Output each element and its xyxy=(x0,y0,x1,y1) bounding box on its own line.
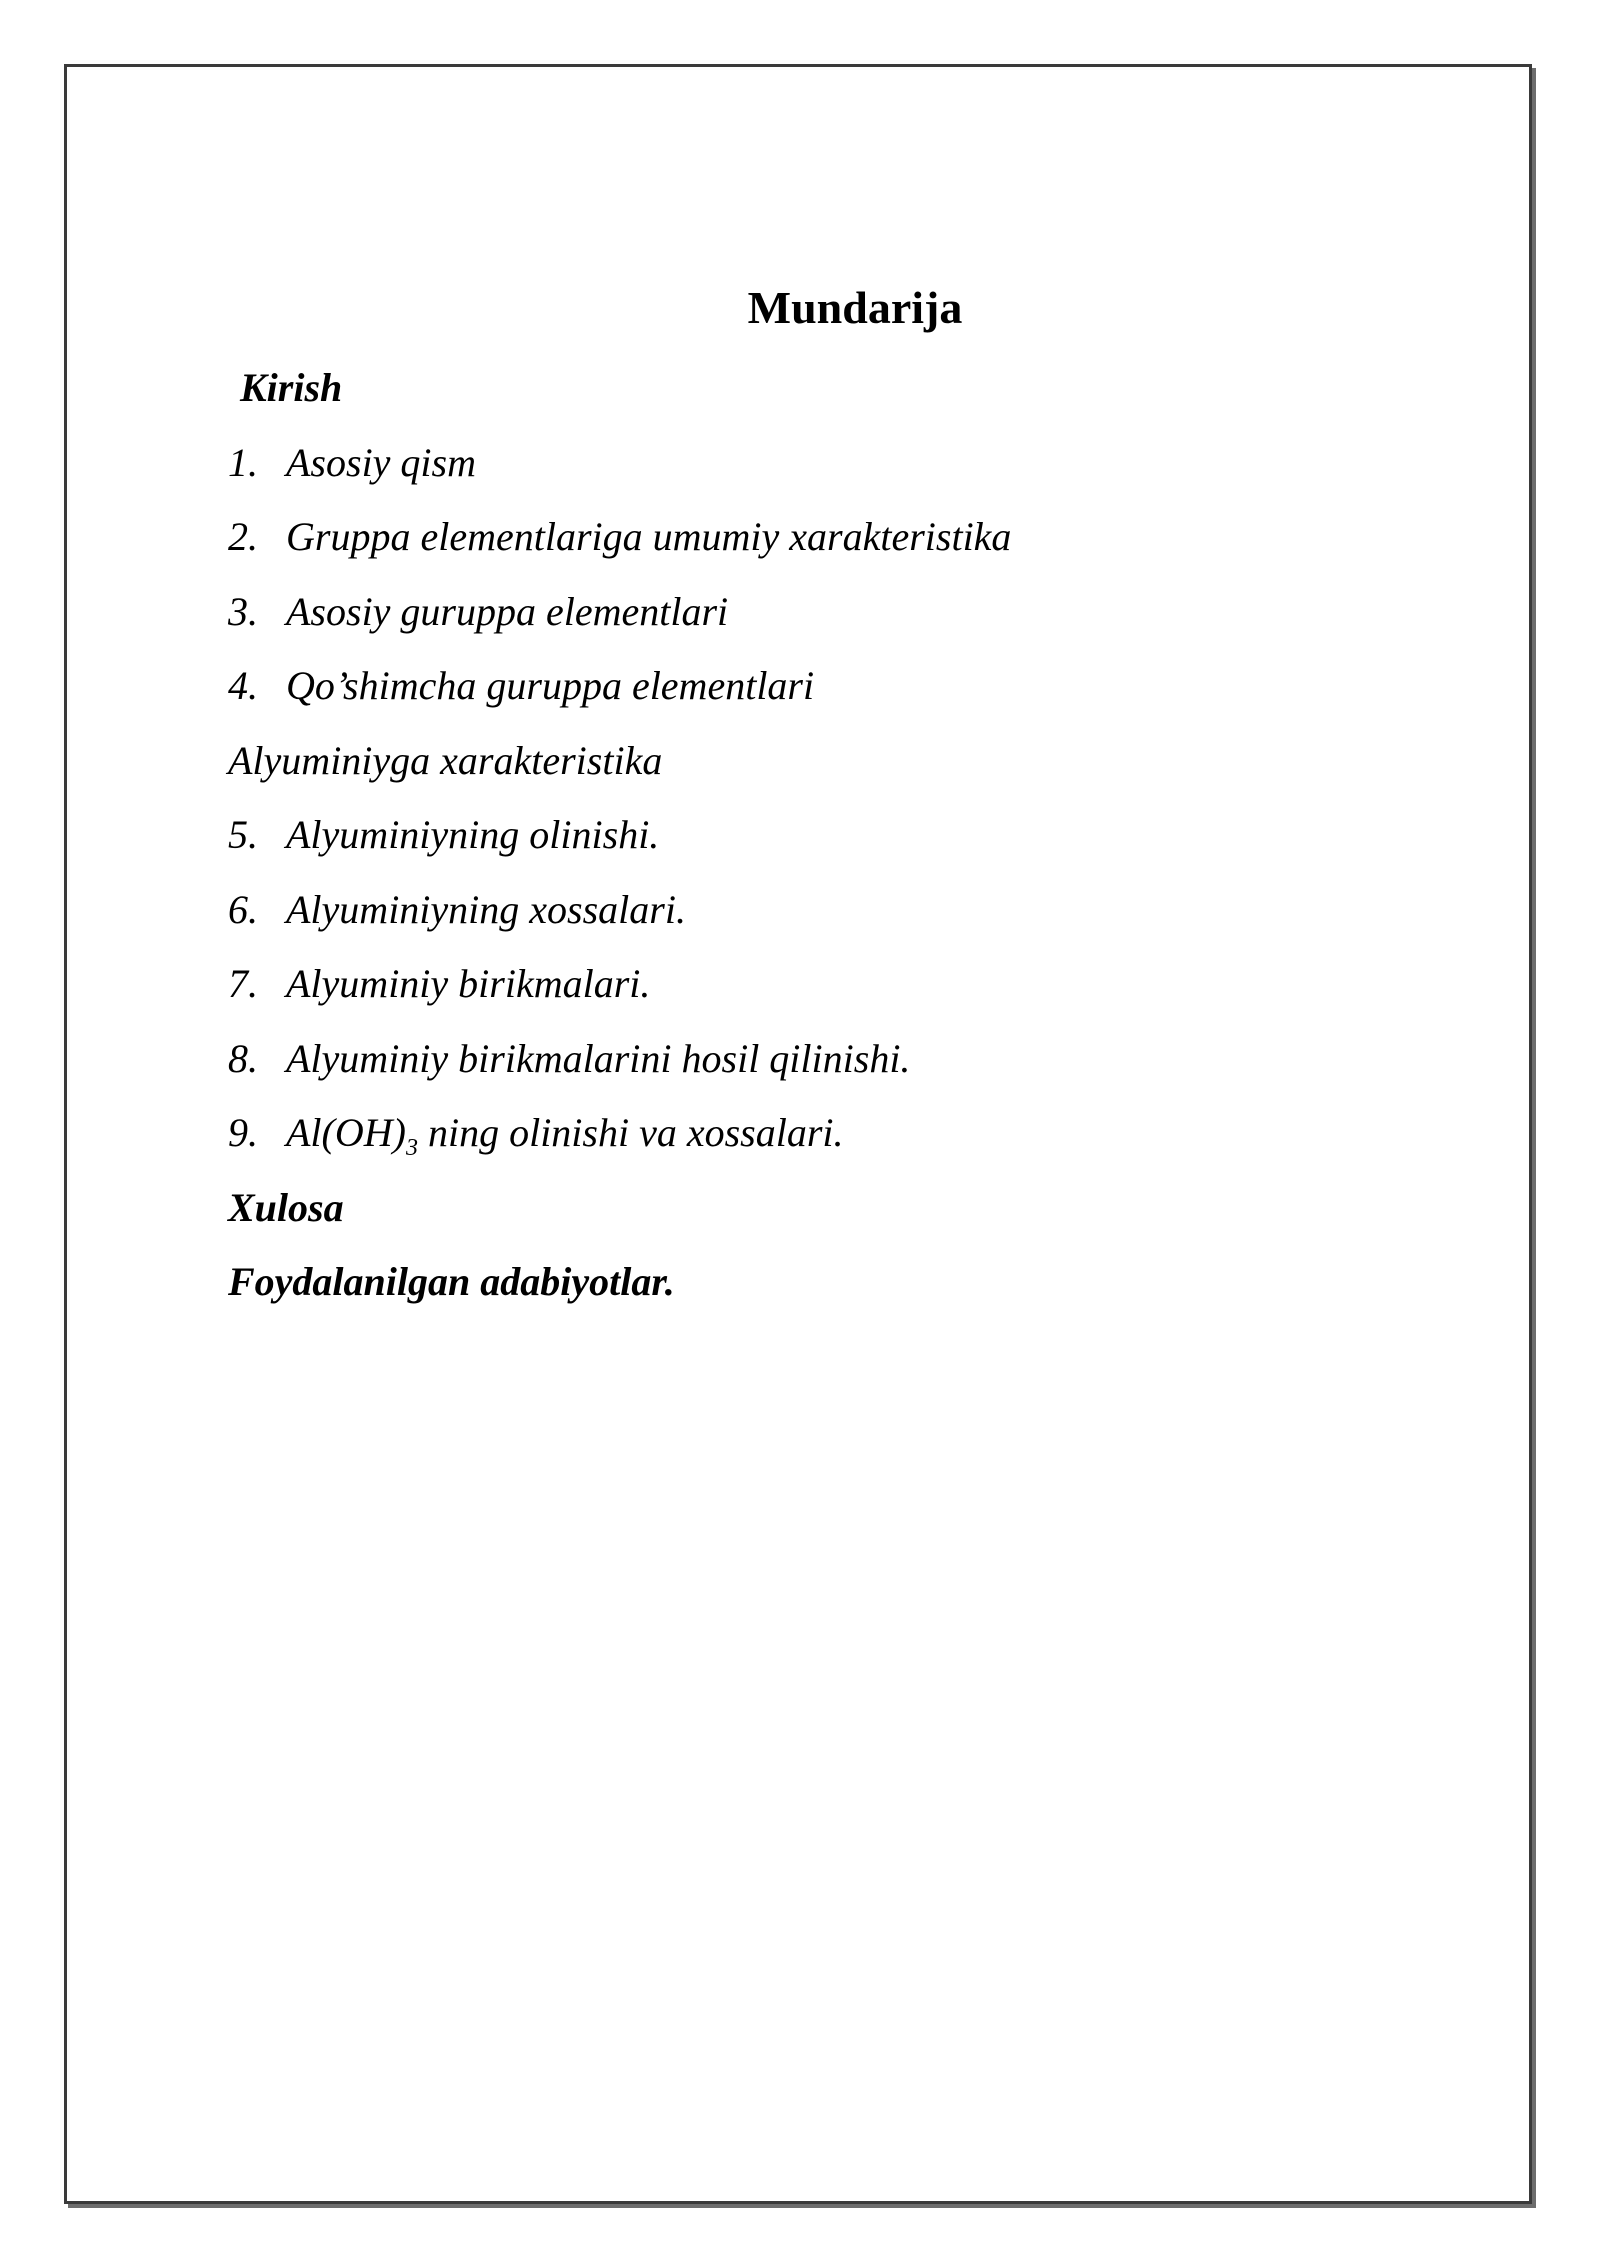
toc-entry-text-after-sub: ning olinishi va xossalari. xyxy=(417,1110,844,1155)
toc-entry-3 xyxy=(228,582,1428,657)
toc-entry-xulosa xyxy=(228,1178,1428,1253)
toc-entry-number: 3. xyxy=(228,588,258,634)
toc-entry-text: Alyuminiy birikmalari. xyxy=(286,961,651,1006)
toc-entry-2 xyxy=(228,507,1428,582)
toc-entry-text: Alyuminiy birikmalarini hosil qilinishi. xyxy=(286,1035,911,1081)
toc-entry-number: 4. xyxy=(228,663,258,708)
toc-entry-text: Gruppa elementlariga umumiy xarakteristika xyxy=(286,514,1012,559)
toc-entry-5 xyxy=(228,805,1428,880)
toc-entry-1 xyxy=(228,433,1428,508)
toc-entry-4 xyxy=(228,656,1428,731)
toc-entry-number: 7. xyxy=(228,961,258,1006)
toc-entry-number: 8. xyxy=(228,1035,258,1081)
toc-entry-7 xyxy=(228,954,1428,1029)
toc-entry-number: 9. xyxy=(228,1110,258,1155)
toc-entry-text: Alyuminiyga xarakteristika xyxy=(228,737,663,783)
toc-entry-text: Kirish xyxy=(240,365,343,410)
toc-entry-text: Qo’shimcha guruppa elementlari xyxy=(286,663,815,708)
table-of-contents xyxy=(228,358,1428,1327)
toc-entry-9 xyxy=(228,1103,1428,1178)
toc-entry-subscript: 3 xyxy=(405,1135,418,1161)
page-title: Mundarija xyxy=(747,282,963,333)
toc-entry-adabiyotlar xyxy=(228,1252,1428,1327)
toc-entry-number: 2. xyxy=(228,514,258,559)
toc-entry-alyuminiy-heading xyxy=(228,731,1428,806)
toc-entry-kirish xyxy=(228,358,1428,433)
toc-entry-number: 6. xyxy=(228,886,258,932)
toc-entry-6 xyxy=(228,880,1428,955)
toc-entry-text: Foydalanilgan adabiyotlar. xyxy=(228,1259,675,1304)
toc-entry-number: 1. xyxy=(228,439,258,485)
toc-entry-text: Asosiy guruppa elementlari xyxy=(286,588,729,634)
toc-entry-text: Xulosa xyxy=(228,1184,344,1230)
toc-entry-8 xyxy=(228,1029,1428,1104)
toc-entry-text: Alyuminiyning xossalari. xyxy=(286,886,686,932)
toc-entry-text: Asosiy qism xyxy=(286,439,476,485)
toc-entry-text: Alyuminiyning olinishi. xyxy=(286,812,660,857)
toc-entry-number: 5. xyxy=(228,812,258,857)
toc-entry-text-before-sub: Al(OH) xyxy=(286,1110,406,1155)
